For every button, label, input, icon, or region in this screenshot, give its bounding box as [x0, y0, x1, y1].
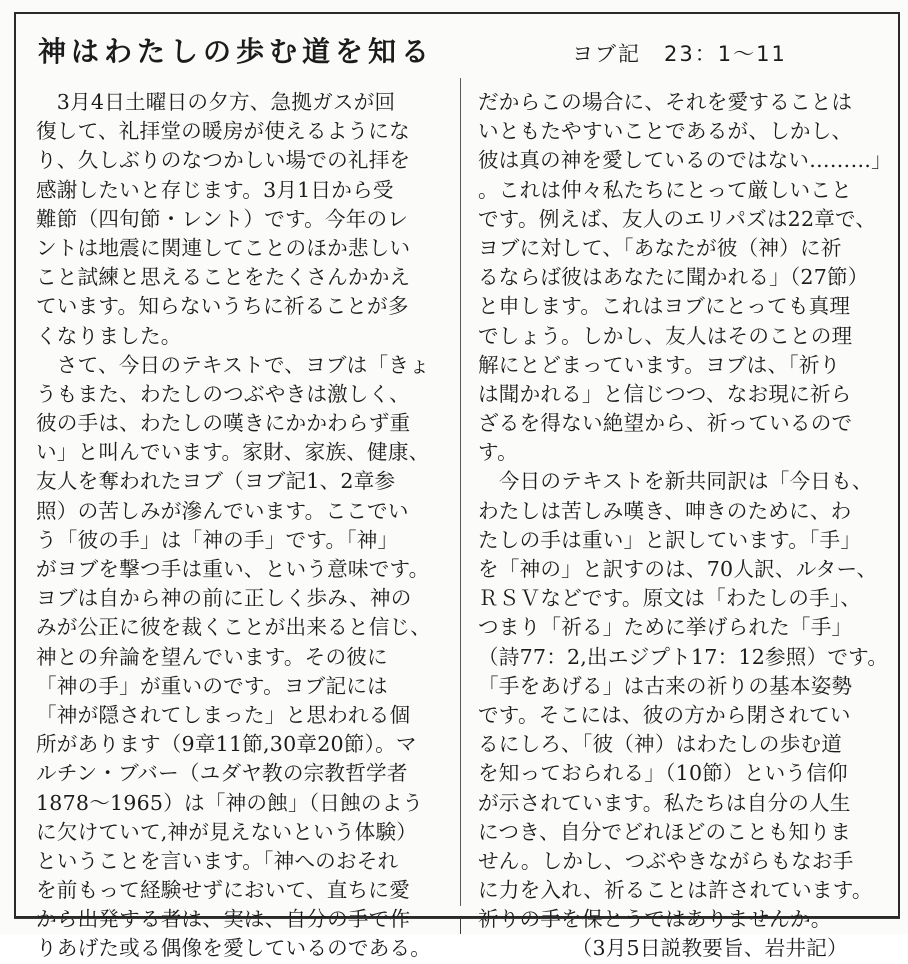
- text-line: り、久しぶりのなつかしい場での礼拝を: [36, 148, 411, 173]
- text-line: がヨブを撃つ手は重い、という意味です。: [36, 557, 430, 581]
- text-line: 友人を奪われたヨブ（ヨブ記1、2章参: [36, 469, 396, 494]
- text-line: みが公正に彼を裁くことが出来ると信じ、: [36, 615, 432, 640]
- text-line: 1878〜1965）は「神の蝕」（日蝕のよう: [36, 790, 424, 815]
- text-line: い」と叫んでいます。家財、家族、健康、: [36, 440, 430, 465]
- text-line: を知っておられる」（10節）という信仰: [478, 761, 848, 786]
- text-line: 神との弁論を望んでいます。その彼に: [36, 644, 388, 669]
- text-line: 彼の手は、わたしの嘆きにかかわらず重: [36, 411, 411, 436]
- text-line: 今日のテキストを新共同訳は「今日も、: [478, 469, 873, 494]
- scripture-reference: ヨブ記 23：1〜11: [572, 42, 787, 66]
- text-line: す。: [478, 440, 518, 465]
- text-line: ＲＳＶなどです。原文は「わたしの手」、: [478, 586, 862, 611]
- text-line: でしょう。しかし、友人はそのことの理: [478, 323, 853, 348]
- text-line: を前もって経験せずにおいて、直ちに愛: [36, 878, 410, 903]
- text-line: 感謝したいと存じます。3月1日から受: [36, 177, 394, 202]
- text-line: わたしは苦しみ嘆き、呻きのために、わ: [478, 498, 852, 523]
- text-line: （3月5日説教要旨、岩井記）: [478, 936, 848, 961]
- text-line: 「手をあげる」は古来の祈りの基本姿勢: [478, 673, 853, 698]
- text-line: ヨブに対して、「あなたが彼（神）に祈: [478, 235, 842, 260]
- text-line: 照）の苦しみが滲んでいます。ここでい: [36, 498, 409, 523]
- text-line: 解にとどまっています。ヨブは、「祈り: [478, 352, 841, 377]
- text-line: 難節（四旬節・レント）です。今年のレ: [36, 206, 409, 231]
- text-line: ルチン・ブバー（ユダヤ教の宗教哲学者: [36, 761, 408, 786]
- left-column: [36, 88, 446, 964]
- text-line: が示されています。私たちは自分の人生: [478, 790, 851, 815]
- text-line: ヨブは自から神の前に正しく歩み、神の: [36, 586, 412, 611]
- text-line: ざるを得ない絶望から、祈っているので: [478, 411, 853, 436]
- text-line: 3月4日土曜日の夕方、急拠ガスが回: [36, 90, 396, 114]
- text-line: 所があります（9章11節,30章20節）。マ: [36, 732, 417, 757]
- text-line: たしの手は重い」と訳しています。「手」: [478, 527, 862, 552]
- text-line: です。例えば、友人のエリパズは22章で、: [478, 206, 877, 231]
- text-line: につき、自分でどれほどのことも知りま: [478, 819, 852, 844]
- text-line: だからこの場合に、それを愛することは: [478, 90, 853, 114]
- text-line: 祈りの手を保とうではありませんか。: [478, 907, 832, 932]
- text-line: いともたやすいことであるが、しかし、: [478, 119, 853, 144]
- text-line: です。そこには、彼の方から閉されてい: [478, 702, 851, 727]
- text-line: 彼は真の神を愛しているのではない………」: [478, 148, 892, 173]
- text-line: るならば彼はあなたに聞かれる」（27節）: [478, 265, 869, 290]
- text-line: に力を入れ、祈ることは許されています。: [478, 878, 873, 903]
- text-line: と申します。これはヨブにとっても真理: [478, 294, 851, 319]
- text-line: 「神の手」が重いのです。ヨブ記には: [36, 673, 388, 698]
- text-line: 。これは仲々私たちにとって厳しいこと: [478, 177, 852, 202]
- text-line: つまり「祈る」ために挙げられた「手」: [478, 615, 853, 640]
- right-column: [478, 88, 892, 964]
- article-title: 神はわたしの歩む道を知る: [38, 35, 435, 68]
- text-line: （詩77：2,出エジプト17：12参照）です。: [478, 644, 889, 669]
- text-line: う「彼の手」は「神の手」です。「神」: [36, 527, 399, 552]
- text-line: ということを言います。「神へのおそれ: [36, 848, 399, 873]
- text-line: を「神の」と訳すのは、70人訳、ルター、: [478, 557, 878, 581]
- text-line: うもまた、わたしのつぶやきは激しく、: [36, 381, 410, 406]
- text-line: に欠けていて,神が見えないという体験）: [36, 819, 418, 844]
- next-article-edge: [14, 918, 900, 935]
- text-line: りあげた或る偶像を愛しているのである。: [36, 936, 432, 961]
- text-line: こと試練と思えることをたくさんかかえ: [36, 265, 411, 290]
- text-line: ントは地震に関連してことのほか悲しい: [36, 235, 411, 260]
- column-divider: [460, 78, 461, 906]
- text-line: さて、今日のテキストで、ヨブは「きょ: [36, 352, 430, 377]
- text-line: せん。しかし、つぶやきながらもなお手: [478, 848, 854, 873]
- text-line: 復して、礼拝堂の暖房が使えるようにな: [36, 119, 410, 144]
- text-line: るにしろ、「彼（神）はわたしの歩む道: [478, 732, 842, 757]
- text-line: ています。知らないうちに祈ることが多: [36, 294, 409, 319]
- text-line: から出発する者は、実は、自分の手で作: [36, 907, 411, 932]
- text-line: くなりました。: [36, 323, 182, 348]
- bottom-column-divider: [460, 918, 461, 934]
- text-line: は聞かれる」と信じつつ、なお現に祈ら: [478, 381, 852, 406]
- article-header: [20, 28, 890, 72]
- text-line: 「神が隠されてしまった」と思われる個: [36, 702, 411, 727]
